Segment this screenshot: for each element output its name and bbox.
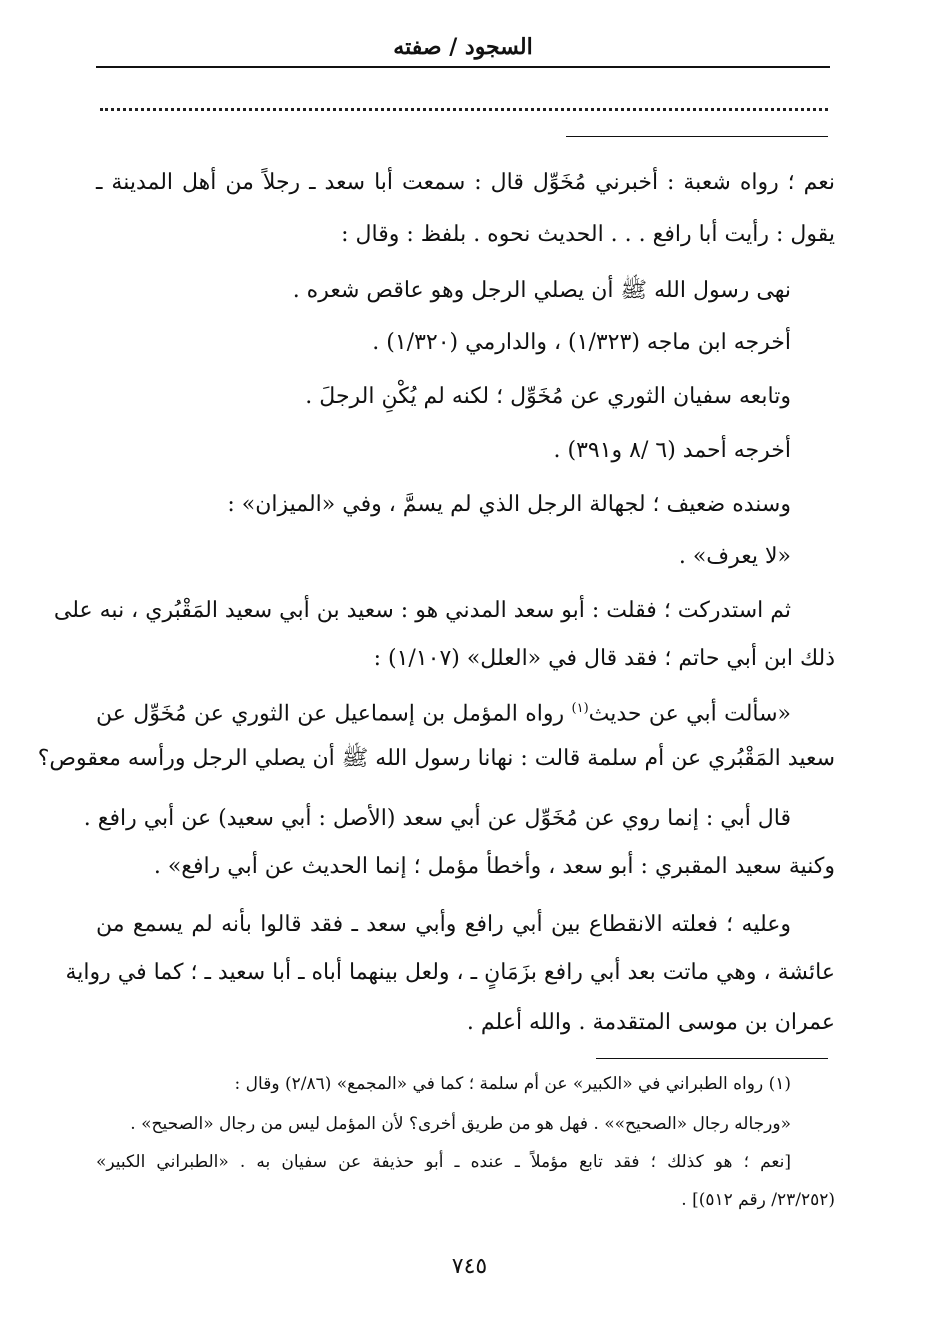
body-line: سعيد المَقْبُري عن أم سلمة قالت : نهانا رسول الله ﷺ أن يصلي الرجل ورأسه معقوص؟ — [37, 746, 835, 771]
body-line: وكنية سعيد المقبري : أبو سعد ، وأخطأ مؤمل ؛ إنما الحديث عن أبي رافع» . — [153, 854, 835, 879]
body-line: ثم استدركت ؛ فقلت : أبو سعد المدني هو : سعيد بن أبي سعيد المَقْبُري ، نبه على — [53, 598, 791, 623]
footnote-line: «ورجاله رجال «الصحيح»» . فهل هو من طريق أخرى؟ لأن المؤمل ليس من رجال «الصحيح» . — [130, 1114, 791, 1134]
body-line: وتابعه سفيان الثوري عن مُخَوِّل ؛ لكنه لم يُكْنِ الرجلَ . — [305, 384, 791, 409]
body-line: أخرجه ابن ماجه (١/٣٢٣) ، والدارمي (١/٣٢٠) . — [372, 330, 791, 355]
body-line: نعم ؛ رواه شعبة : أخبرني مُخَوِّل قال : سمعت أبا سعد ـ رجلاً من أهل المدينة ـ — [96, 170, 835, 195]
body-line: «لا يعرف» . — [678, 544, 791, 569]
running-header: السجود / صفته — [393, 34, 533, 60]
dotted-separator — [100, 108, 828, 111]
body-line: ذلك ابن أبي حاتم ؛ فقد قال في «العلل» (١/١٠٧) : — [373, 646, 835, 671]
footnote-line: (٢٣/٢٥٢/ رقم ٥١٢)] . — [681, 1190, 835, 1210]
separator-underline — [566, 136, 828, 137]
body-line: عمران بن موسى المتقدمة . والله أعلم . — [466, 1010, 835, 1035]
footnote-marker[interactable]: (١) — [571, 701, 589, 716]
footnote-line: [نعم ؛ هو كذلك ؛ فقد تابع مؤملاً ـ عنده ـ أبو حذيفة عن سفيان به . «الطبراني الكبير» — [96, 1152, 791, 1172]
page-number: ٧٤٥ — [451, 1254, 488, 1279]
body-line: عائشة ، وهي ماتت بعد أبي رافع بزَمَانٍ ـ ، ولعل بينهما أباه ـ أبا سعيد ـ ؛ كما في رواية — [65, 960, 835, 985]
body-line: وعليه ؛ فعلته الانقطاع بين أبي رافع وأبي سعد ـ فقد قالوا بأنه لم يسمع من — [96, 912, 791, 937]
footnote-rule — [596, 1058, 828, 1059]
body-line: يقول : رأيت أبا رافع . . . الحديث نحوه . بلفظ : وقال : — [341, 222, 835, 247]
body-line — [96, 702, 791, 725]
body-line: نهى رسول الله ﷺ أن يصلي الرجل وهو عاقص شعره . — [292, 278, 791, 303]
body-line: وسنده ضعيف ؛ لجهالة الرجل الذي لم يسمَّ ، وفي «الميزان» : — [227, 492, 791, 517]
header-rule — [96, 66, 830, 68]
quote-start: «سألت أبي عن حديث — [588, 701, 791, 727]
body-line: قال أبي : إنما روي عن مُخَوِّل عن أبي سعد (الأصل : أبي سعيد) عن أبي رافع . — [83, 806, 791, 831]
footnote-line: (١) رواه الطبراني في «الكبير» عن أم سلمة ؛ كما في «المجمع» (٢/٨٦) وقال : — [234, 1074, 791, 1094]
body-line: أخرجه أحمد (٦ /٨ و٣٩١) . — [553, 438, 791, 463]
quote-continuation: رواه المؤمل بن إسماعيل عن الثوري عن مُخَوِّل عن — [96, 701, 572, 727]
